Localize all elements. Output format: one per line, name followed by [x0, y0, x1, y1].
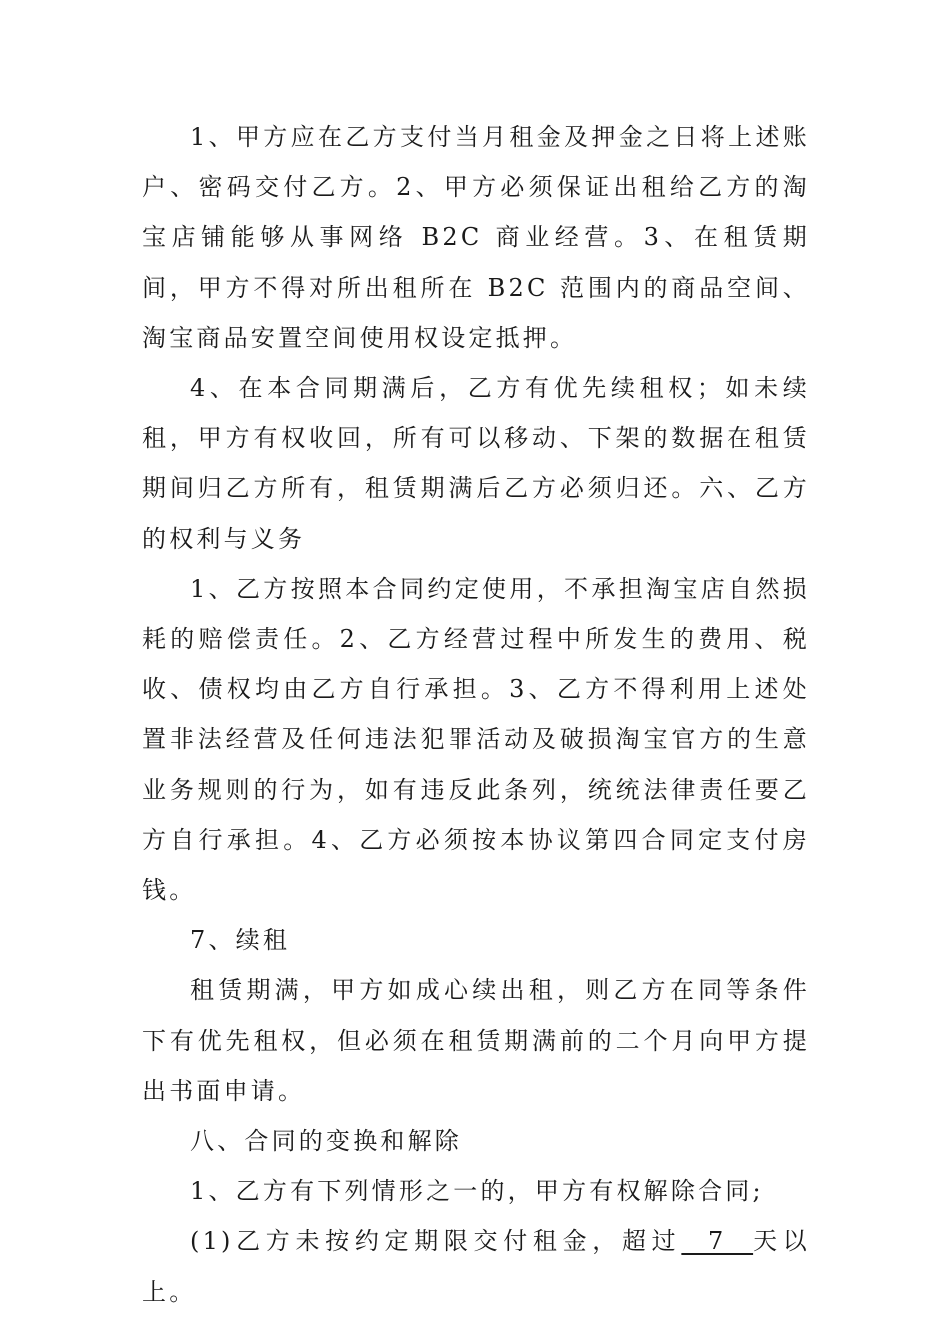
late-rent-suffix: 天以上。 — [142, 1227, 810, 1306]
paragraph-renewal-priority: 4、在本合同期满后，乙方有优先续租权；如未续租，甲方有权收回，所有可以移动、下架的数据在租赁期间归乙方所有，租赁期满后乙方必须归还。六、乙方的权利与义务 — [142, 374, 810, 553]
paragraph-late-rent-clause — [142, 1216, 810, 1316]
document-body — [142, 112, 810, 1317]
section-heading-contract-change: 八、合同的变换和解除 — [190, 1127, 462, 1156]
paragraph-renewal-terms: 租赁期满，甲方如成心续出租，则乙方在同等条件下有优先租权，但必须在租赁期满前的二个月向甲方提出书面申请。 — [142, 976, 810, 1105]
paragraph-landlord-obligations: 1、甲方应在乙方支付当月租金及押金之日将上述账户、密码交付乙方。2、甲方必须保证出租给乙方的淘宝店铺能够从事网络 B2C 商业经营。3、在租赁期间，甲方不得对所出租所在 B2C 范围内的商品空间、淘宝商品安置空间使用权设定抵押。 — [142, 123, 810, 352]
late-rent-days-blank: 7 — [681, 1227, 754, 1256]
paragraph-termination-conditions: 1、乙方有下列情形之一的，甲方有权解除合同; — [190, 1177, 764, 1206]
paragraph-tenant-obligations: 1、乙方按照本合同约定使用，不承担淘宝店自然损耗的赔偿责任。2、乙方经营过程中所发生的费用、税收、债权均由乙方自行承担。3、乙方不得利用上述处置非法经营及任何违法犯罪活动及破损淘宝官方的生意业务规则的行为，如有违反此条列，统统法律责任要乙方自行承担。4、乙方必须按本协议第四合同定支付房钱。 — [142, 574, 810, 905]
late-rent-prefix: (1)乙方未按约定期限交付租金，超过 — [190, 1227, 682, 1256]
section-heading-renewal: 7、续租 — [190, 926, 291, 955]
